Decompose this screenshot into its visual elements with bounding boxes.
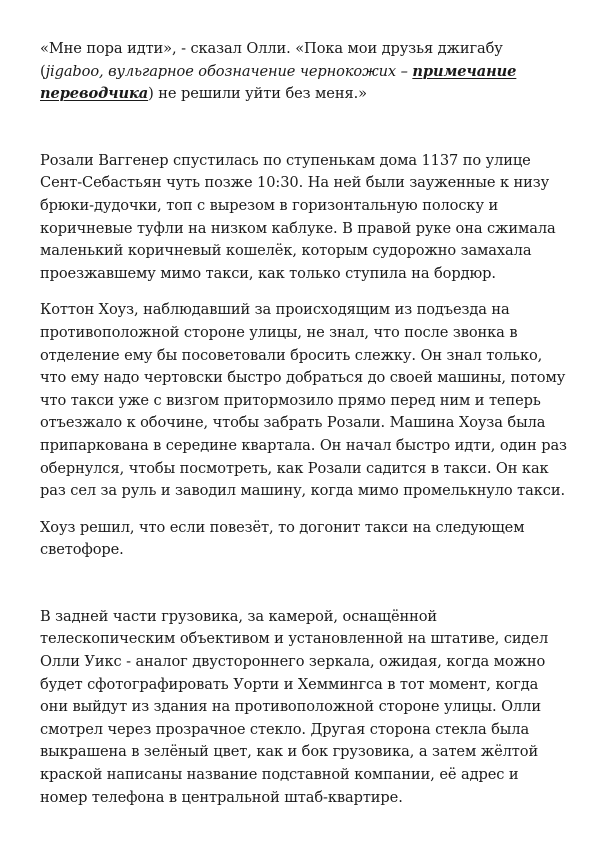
paragraph-hawes: Коттон Хоуз, наблюдавший за происходящим из подъезда на противоположной стороне улицы, не знал, что после звонка в отделение ему бы посоветовали бросить слежку. Он знал только, что ему надо чертовски быстро добраться до своей машины, потому что такси уже с визгом притормозило прямо перед ним и теперь отъезжало к обочине, чтобы забрать Розали. Машина Хоуза была припаркована в середине квартала. Он начал быстро идти, один раз обернулся, чтобы посмотреть, как Розали садится в такси. Он как раз сел за руль и заводил машину, когда мимо промелькнуло такси.	[40, 301, 567, 500]
paragraph-hawes-decision: Хоуз решил, что если повезёт, то догонит такси на следующем светофоре.	[40, 518, 525, 559]
section-break	[40, 106, 570, 150]
paragraph-spacer	[40, 285, 570, 299]
dialogue-text-start: «Мне пора идти», - сказал Олли. «Пока мои друзья джигабу (	[40, 40, 503, 80]
paragraph-spacer	[40, 503, 570, 517]
section-break	[40, 562, 570, 606]
paragraph-dialogue	[40, 38, 570, 106]
paragraph-truck: В задней части грузовика, за камерой, оснащённой телескопическим объективом и установленной на штативе, сидел Олли Уикс - аналог двустороннего зеркала, ожидая, когда можно будет сфотографировать Уорти и Хеммингса в тот момент, когда они выйдут из здания на противоположной стороне улицы. Олли смотрел через прозрачное стекло. Другая сторона стекла была выкрашена в зелёный цвет, как и бок грузовика, а затем жёлтой краской написаны название подставной компании, её адрес и номер телефона в центральной штаб-квартире.	[40, 607, 549, 806]
paragraph-rosalie: Розали Ваггенер спустилась по ступенькам дома 1137 по улице Сент-Себастьян чуть позже 10:30. На ней были зауженные к низу брюки-дудочки, топ с вырезом в горизонтальную полоску и коричневые туфли на низком каблуке. В правой руке она сжимала маленький коричневый кошелёк, которым судорожно замахала проезжавшему мимо такси, как только ступила на бордюр.	[40, 151, 556, 282]
dialogue-text-end: ) не решили уйти без меня.»	[148, 85, 367, 103]
translator-note: примечание переводчика	[40, 62, 517, 103]
document-page	[40, 38, 570, 809]
translator-gloss: jigaboo, вульгарное обозначение чернокожих –	[45, 62, 413, 80]
